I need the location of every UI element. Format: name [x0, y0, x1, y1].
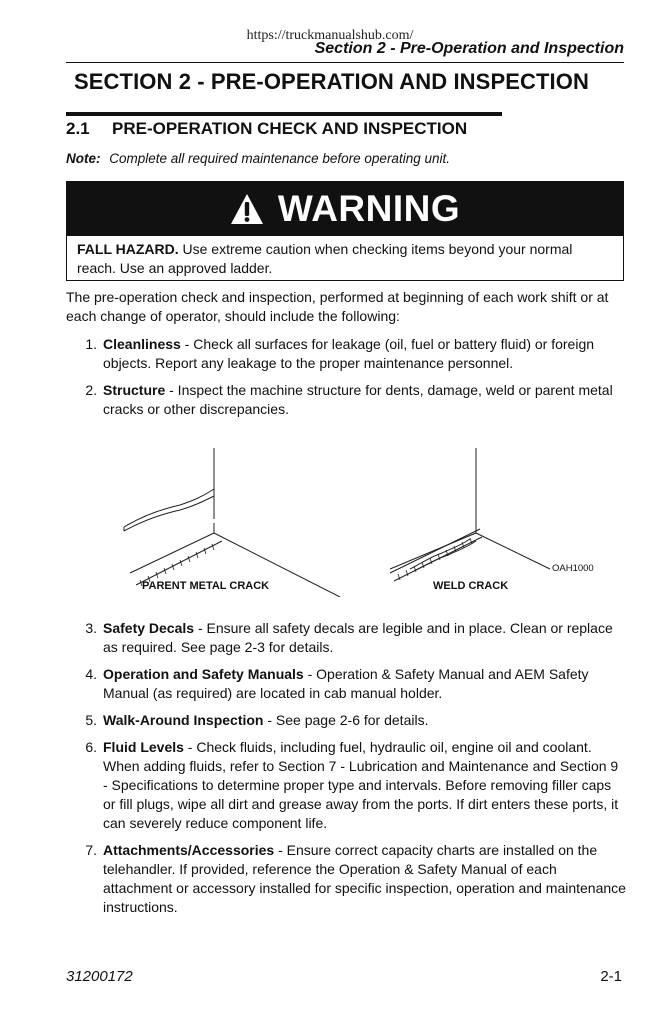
list-item	[66, 738, 626, 833]
section-title: SECTION 2 - PRE-OPERATION AND INSPECTION	[74, 69, 589, 94]
warning-header	[67, 182, 623, 236]
source-url: https://truckmanualshub.com/	[246, 28, 414, 43]
warning-body	[67, 236, 623, 278]
item-text: - Inspect the machine structure for dents, damage, weld or parent metal cracks or other discrepancies.	[103, 382, 613, 417]
subsection-number: 2.1	[66, 119, 90, 138]
item-number: 4.	[85, 666, 97, 682]
item-text: - Check all surfaces for leakage (oil, fuel or battery fluid) or foreign objects. Report any leakage to the proper maintenance personnel.	[103, 336, 595, 371]
list-item	[66, 665, 626, 703]
caption-weld-crack: WELD CRACK	[433, 580, 509, 592]
intro-paragraph: The pre-operation check and inspection, performed at beginning of each work shift or at each change of operator, should include the following:	[66, 289, 609, 324]
checklist-part-2	[66, 619, 626, 925]
list-item	[66, 841, 626, 917]
warning-title: WARNING	[277, 188, 461, 229]
checklist-part-1	[66, 335, 626, 427]
list-item	[66, 335, 626, 373]
running-header: Section 2 - Pre-Operation and Inspection	[314, 40, 624, 57]
item-number: 7.	[85, 842, 97, 858]
document-number: 31200172	[66, 968, 133, 985]
note	[66, 151, 450, 166]
item-term: Safety Decals	[103, 620, 195, 636]
list-item	[66, 381, 626, 419]
item-term: Attachments/Accessories	[103, 842, 275, 858]
section-rule	[66, 112, 502, 116]
subsection-title: PRE-OPERATION CHECK AND INSPECTION	[112, 119, 468, 138]
item-term: Operation and Safety Manuals	[103, 666, 304, 682]
item-number: 2.	[85, 382, 97, 398]
item-text: - Operation & Safety Manual and AEM Safety Manual (as required) are located in cab manual holder.	[103, 666, 589, 701]
item-text: - Ensure all safety decals are legible and in place. Clean or replace as required. See page 2-3 for details.	[103, 620, 613, 655]
list-item	[66, 711, 626, 730]
caption-parent-metal-crack: PARENT METAL CRACK	[142, 580, 270, 592]
note-text: Complete all required maintenance before operating unit.	[109, 151, 450, 166]
page-number: 2-1	[600, 968, 622, 985]
list-item	[66, 619, 626, 657]
warning-triangle-icon	[230, 193, 264, 225]
warning-hazard: FALL HAZARD.	[77, 241, 179, 257]
item-term: Walk-Around Inspection	[103, 712, 264, 728]
item-text: - Check fluids, including fuel, hydraulic oil, engine oil and coolant. When adding fluids, refer to Section 7 - Lubrication and Maintenance and Section 9 - Specifications to determine proper type and intervals. Before removing filler caps or fill plugs, wipe all dirt and grease away from the ports. If dirt enters these ports, it can severely reduce component life.	[103, 739, 619, 831]
item-number: 5.	[85, 712, 97, 728]
header-rule	[66, 62, 624, 63]
item-term: Fluid Levels	[103, 739, 184, 755]
item-text: - Ensure correct capacity charts are installed on the telehandler. If provided, reference the Operation & Safety Manual of each attachment or accessory installed for specific inspection, operation and maintenance instructions.	[103, 842, 626, 915]
crack-illustration	[110, 445, 610, 597]
item-number: 6.	[85, 739, 97, 755]
warning-text: Use extreme caution when checking items beyond your normal reach. Use an approved ladder.	[77, 241, 573, 276]
item-number: 1.	[85, 336, 97, 352]
note-label: Note:	[66, 151, 101, 166]
crack-drawing	[110, 445, 610, 597]
item-term: Structure	[103, 382, 166, 398]
subsection-heading	[66, 119, 467, 139]
figure-code: OAH1000	[552, 563, 594, 574]
item-term: Cleanliness	[103, 336, 181, 352]
item-number: 3.	[85, 620, 97, 636]
item-text: - See page 2-6 for details.	[263, 712, 429, 728]
warning-box	[66, 181, 624, 281]
